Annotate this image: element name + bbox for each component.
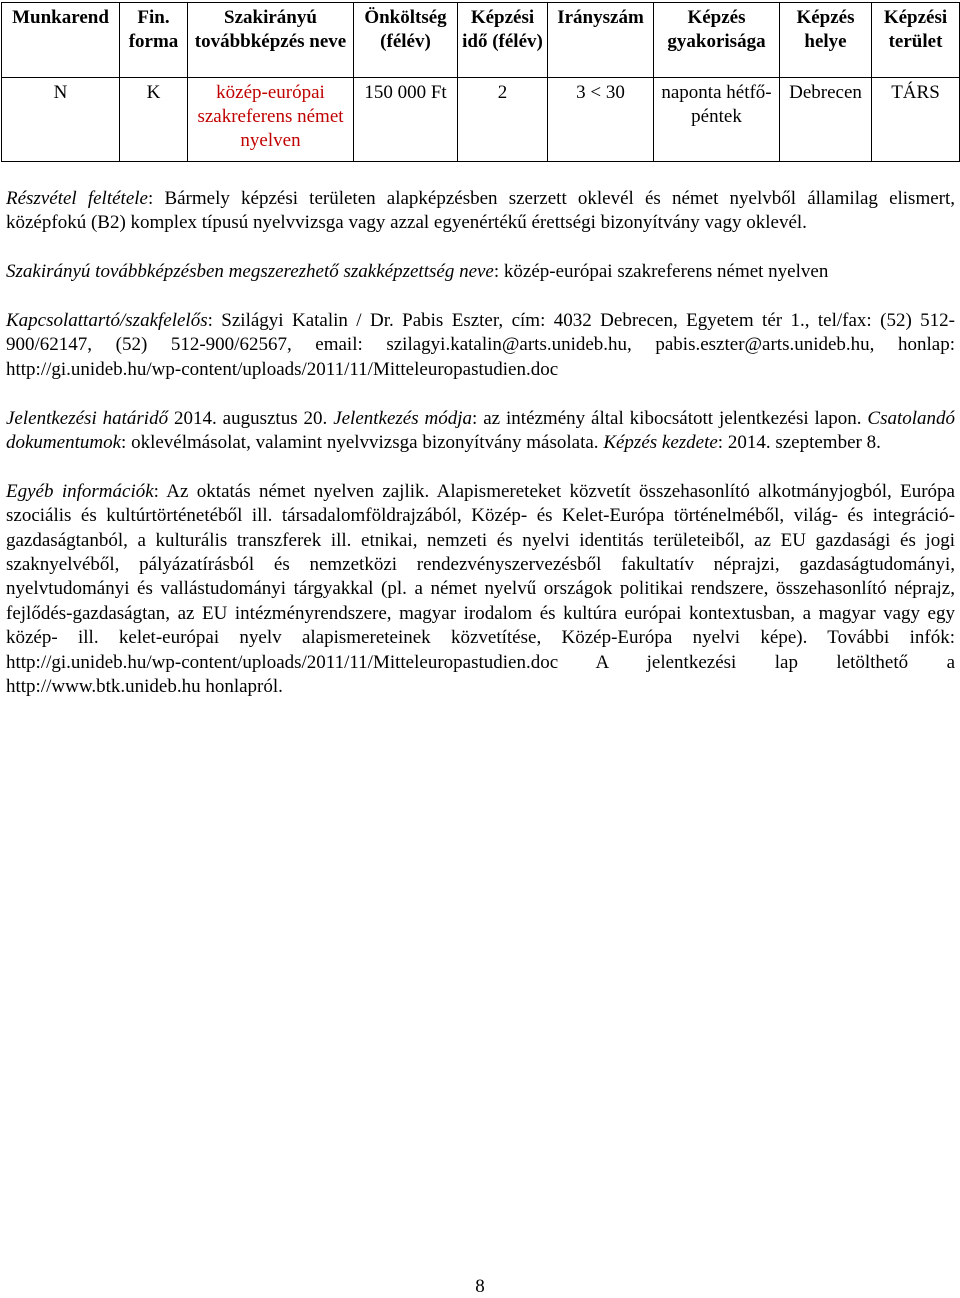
table-header-row (2, 3, 960, 78)
header-kepzesi-ido: Képzési idő (félév) (458, 3, 548, 78)
cell-onkoltseg: 150 000 Ft (354, 78, 458, 162)
table-row (2, 78, 960, 162)
kapcsolat-text: Szilágyi Katalin / Dr. Pabis Eszter, cím: 4032 Debrecen, Egyetem tér 1., tel/fax: (52) 512-900/62147, (52) 512-900/62567, email: szilagyi.katalin@arts.unideb.hu, pabis.eszter@arts.unideb.hu, honlap: http://gi.unideb.hu/wp-content/uploads/2011/11/Mitteleuropastudien.doc (6, 310, 955, 380)
cell-kepzesi-ido: 2 (458, 78, 548, 162)
reszvetel-paragraph: Részvétel feltétele: Bármely képzési területen alapképzésben szerzett oklevél és német nyelvből államilag elismert, középfokú (B2) komplex típusú nyelvvizsga vagy azzal egyenértékű érettségi bizonyítvány vagy oklevél. (6, 188, 956, 234)
egyeb-text: Az oktatás német nyelven zajlik. Alapismereteket közvetít összehasonlító alkotmányjogból, Európa szociális és kultúrtörténetéből ill. társadalomföldrajzából, Közép- és Kelet-Európa történelméből, világ- és integráció- gazdaságtanból, a kulturális transzferek ill. etnikai, nemzeti és nyelvi identitás területeiből, az EU gazdasági és jogi szaknyelvéből, pályázatírásból és nemzetközi rendezvényszervezésből fakultatív néprajzi, gazdaságtudományi, nyelvtudományi és vallástudományi tárgyakkal (pl. a német nyelvű országok politikai rendszere, összehasonlító néprajz, fejlődés-gazdaságtan, az EU intézményrendszere, magyar irodalom és kultúra európai kontextusban, a magyar vagy egy közép- ill. kelet-európai nyelv alapismereteinek közvetítése, Közép-Európa nyelvi képe). További infók: http://gi.unideb.hu/wp-content/uploads/2011/11/Mitteleuropastudien.doc A jelentkezési lap letölthető a http://www.btk.unideb.hu honlapról. (6, 480, 955, 698)
kezdete-text: 2014. szeptember 8. (727, 432, 881, 454)
header-fin-forma: Fin. forma (120, 3, 188, 78)
header-terulet: Képzési terület (872, 3, 960, 78)
body-text (6, 187, 955, 699)
program-table (1, 2, 960, 162)
csatolando-label: Csatolandó dokumentumok (6, 407, 956, 454)
szakkepzettseg-paragraph: Szakirányú továbbképzésben megszerezhető szakképzettség neve: közép-európai szakreferens német nyelven (6, 261, 829, 283)
hatarido-label: Jelentkezési határidő (6, 407, 169, 429)
header-iranyszam: Irányszám (548, 3, 654, 78)
page-number: 8 (475, 1276, 485, 1297)
header-onkoltseg: Önköltség (félév) (354, 3, 458, 78)
cell-terulet: TÁRS (872, 78, 960, 162)
kapcsolat-label: Kapcsolattartó/szakfelelős (6, 310, 208, 331)
cell-fin-forma: K (120, 78, 188, 162)
egyeb-paragraph: Egyéb információk: Az oktatás német nyelven zajlik. Alapismereteket közvetít összehasonlító alkotmányjogból, Európa szociális és kultúrtörténetéből ill. társadalomföldrajzából, Közép- és Kelet-Európa történelméből, világ- és integráció- gazdaságtanból, a kulturális transzferek ill. etnikai, nemzeti és nyelvi identitás területeiből, az EU gazdasági és jogi szaknyelvéből, pályázatírásból és nemzetközi rendezvényszervezésből fakultatív néprajzi, gazdaságtudományi, nyelvtudományi és vallástudományi tárgyakkal (pl. a német nyelvű országok politikai rendszere, összehasonlító néprajz, fejlődés-gazdaságtan, az EU intézményrendszere, magyar irodalom és kultúra európai kontextusban, a magyar vagy egy közép- ill. kelet-európai nyelv alapismereteinek közvetítése, Közép-Európa nyelvi képe). További infók: http://gi.unideb.hu/wp-content/uploads/2011/11/Mitteleuropastudien.doc A jelentkezési lap letölthető a http://www.btk.unideb.hu honlapról. (6, 480, 955, 698)
kapcsolat-paragraph: Kapcsolattartó/szakfelelős: Szilágyi Katalin / Dr. Pabis Eszter, cím: 4032 Debrecen, Egyetem tér 1., tel/fax: (52) 512-900/62147, (52) 512-900/62567, email: szilagyi.katalin@arts.unideb.hu, pabis.eszter@arts.unideb.hu, honlap: http://gi.unideb.hu/wp-content/uploads/2011/11/Mitteleuropastudien.doc (6, 310, 955, 380)
csatolando-text: oklevélmásolat, valamint nyelvvizsga bizonyítvány másolata. (131, 432, 599, 454)
mod-label: Jelentkezés módja (333, 407, 473, 429)
egyeb-label: Egyéb információk (6, 480, 154, 502)
cell-nev: közép-európai szakreferens német nyelven (188, 78, 354, 162)
jelentkezes-paragraph: Jelentkezési határidő 2014. augusztus 20. Jelentkezés módja: az intézmény által kibocsátott jelentkezési lapon. Csatolandó dokumentumok: oklevélmásolat, valamint nyelvvizsga bizonyítvány másolata. Képzés kezdete: 2014. szeptember 8. (6, 407, 956, 454)
reszvetel-text: Bármely képzési területen alapképzésben szerzett oklevél és német nyelvből államilag elismert, középfokú (B2) komplex típusú nyelvvizsga vagy azzal egyenértékű érettségi bizonyítvány vagy oklevél. (6, 188, 956, 234)
kezdete-label: Képzés kezdete (603, 432, 718, 454)
hatarido-text: 2014. augusztus 20. (174, 407, 328, 429)
cell-iranyszam: 3 < 30 (548, 78, 654, 162)
cell-gyakorisag: naponta hétfő-péntek (654, 78, 780, 162)
header-gyakorisag: Képzés gyakorisága (654, 3, 780, 78)
mod-text: az intézmény által kibocsátott jelentkezési lapon. (483, 407, 862, 429)
header-hely: Képzés helye (780, 3, 872, 78)
header-munkarend: Munkarend (2, 3, 120, 78)
szakkepzettseg-text: közép-európai szakreferens német nyelven (503, 261, 829, 283)
szakkepzettseg-label: Szakirányú továbbképzésben megszerezhető szakképzettség neve (6, 261, 494, 283)
cell-munkarend: N (2, 78, 120, 162)
header-nev: Szakirányú továbbképzés neve (188, 3, 354, 78)
cell-hely: Debrecen (780, 78, 872, 162)
reszvetel-label: Részvétel feltétele (6, 188, 148, 209)
